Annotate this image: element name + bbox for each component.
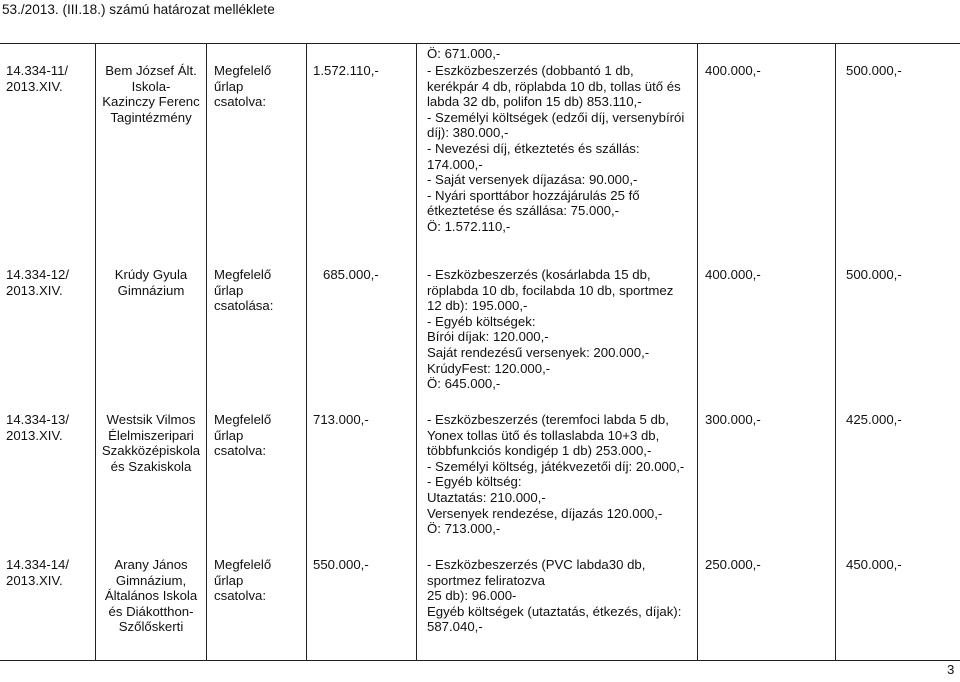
form-line: csatolva: [214,94,267,110]
form-line: csatolva: [214,588,267,604]
form-line: Megfelelő [214,267,272,282]
id-line: 14.334-11/ [6,63,69,78]
org-line: Kazinczy Ferenc [102,94,200,110]
org-line: Westsik Vilmos [106,412,196,427]
top-sum: Ö: 671.000,- [427,46,501,61]
form-line: űrlap [214,572,244,588]
desc-line: - Személyi költségek (edzői díj, versenybírói [427,109,685,125]
org-line: Általános Iskola [104,588,198,604]
document-header: 53./2013. (III.18.) számú határozat melléklete [2,2,275,17]
table-bottom-border [0,660,960,661]
desc-line: - Nevezési díj, étkeztetés és szállás: [427,140,640,156]
column-divider [835,43,836,660]
row-3-description [427,412,684,537]
desc-line: röplabda 10 db, focilabda 10 db, sportmez [427,282,674,298]
row-3-value-1: 300.000,- [705,412,761,427]
desc-line: - Egyéb költségek: [427,313,536,329]
desc-line: többfunkciós kondigép 1 db) 253.000,- [427,443,652,459]
form-line: űrlap [214,282,244,298]
org-line: és Diákotthon- [108,603,194,619]
form-line: űrlap [214,427,244,443]
row-2-requested-amount: 685.000,- [323,267,379,282]
column-divider [306,43,307,660]
row-2-value-2: 500.000,- [846,267,902,282]
desc-line: 174.000,- [427,156,483,172]
row-4-form [214,557,271,604]
desc-line: díj): 380.000,- [427,125,509,141]
desc-line: labda 32 db, polifon 15 db) 853.110,- [427,94,642,110]
form-line: csatolva: [214,443,267,459]
row-4-value-1: 250.000,- [705,557,761,572]
desc-line: - Személyi költség, játékvezetői díj: 20.000,- [427,458,685,474]
id-line: 14.334-13/ [6,412,70,427]
form-line: Megfelelő [214,557,272,572]
org-line: Iskola- [131,78,171,94]
row-2-id [6,267,69,298]
desc-line: Bírói díjak: 120.000,- [427,329,549,345]
desc-line: Yonex tollas ütő és tollaslabda 10+3 db, [427,427,660,443]
org-line: Gimnázium [117,282,185,298]
desc-line: KrúdyFest: 120.000,- [427,360,551,376]
desc-line: - Eszközbeszerzés (dobbantó 1 db, [427,63,634,78]
desc-line: - Eszközbeszerzés (teremfoci labda 5 db, [427,412,669,427]
org-line: Arany János [114,557,188,572]
desc-line: Egyéb költségek (utaztatás, étkezés, díjak): [427,603,682,619]
row-3-value-2: 425.000,- [846,412,902,427]
id-line: 2013.XIV. [6,427,63,443]
id-line: 2013.XIV. [6,572,63,588]
id-line: 14.334-14/ [6,557,70,572]
id-line: 2013.XIV. [6,78,63,94]
desc-line: Ö: 1.572.110,- [427,218,511,234]
desc-line: Saját rendezésű versenyek: 200.000,- [427,344,650,360]
desc-line: - Saját versenyek díjazása: 90.000,- [427,172,638,188]
row-1-value-1: 400.000,- [705,63,761,78]
page-number: 3 [947,662,955,677]
form-line: Megfelelő [214,63,272,78]
row-4-organization [96,557,206,635]
desc-line: Utaztatás: 210.000,- [427,489,546,505]
desc-line: 25 db): 96.000- [427,588,517,604]
row-3-requested-amount: 713.000,- [313,412,369,427]
row-2-description [427,267,673,392]
desc-line: - Nyári sporttábor hozzájárulás 25 fő [427,187,640,203]
org-line: Élelmiszeripari [108,427,194,443]
table-top-border [0,43,960,44]
desc-line: - Egyéb költség: [427,474,522,490]
org-line: és Szakiskola [110,458,192,474]
row-1-value-2: 500.000,- [846,63,902,78]
row-3-form [214,412,271,459]
row-1-description [427,63,684,235]
org-line: Szakközépiskola [101,443,201,459]
form-line: űrlap [214,78,244,94]
org-line: Szőlőskerti [118,619,184,635]
org-line: Bem József Ált. [105,63,197,78]
column-divider [206,43,207,660]
row-2-form [214,267,273,314]
org-line: Krúdy Gyula [114,267,188,282]
id-line: 14.334-12/ [6,267,70,282]
desc-line: - Eszközbeszerzés (PVC labda30 db, [427,557,646,572]
org-line: Gimnázium, [115,572,187,588]
desc-line: Ö: 645.000,- [427,376,501,392]
desc-line: sportmez feliratozva [427,572,545,588]
row-4-description [427,557,681,635]
row-4-requested-amount: 550.000,- [313,557,369,572]
desc-line: - Eszközbeszerzés (kosárlabda 15 db, [427,267,651,282]
row-1-form [214,63,271,110]
desc-line: Versenyek rendezése, díjazás 120.000,- [427,505,663,521]
row-1-requested-amount: 1.572.110,- [313,63,379,78]
desc-line: 587.040,- [427,619,483,635]
row-1-organization [96,63,206,125]
org-line: Tagintézmény [110,109,192,125]
row-1-id [6,63,68,94]
id-line: 2013.XIV. [6,282,63,298]
row-3-id [6,412,69,443]
row-4-value-2: 450.000,- [846,557,902,572]
desc-line: Ö: 713.000,- [427,521,501,537]
row-2-value-1: 400.000,- [705,267,761,282]
form-line: csatolása: [214,298,274,314]
row-3-organization [96,412,206,474]
row-2-organization [96,267,206,298]
desc-line: kerékpár 4 db, röplabda 10 db, tollas ütő és [427,78,681,94]
column-divider [416,43,417,660]
form-line: Megfelelő [214,412,272,427]
desc-line: 12 db): 195.000,- [427,298,528,314]
column-divider [697,43,698,660]
desc-line: étkeztetése és szállása: 75.000,- [427,203,620,219]
row-4-id [6,557,69,588]
